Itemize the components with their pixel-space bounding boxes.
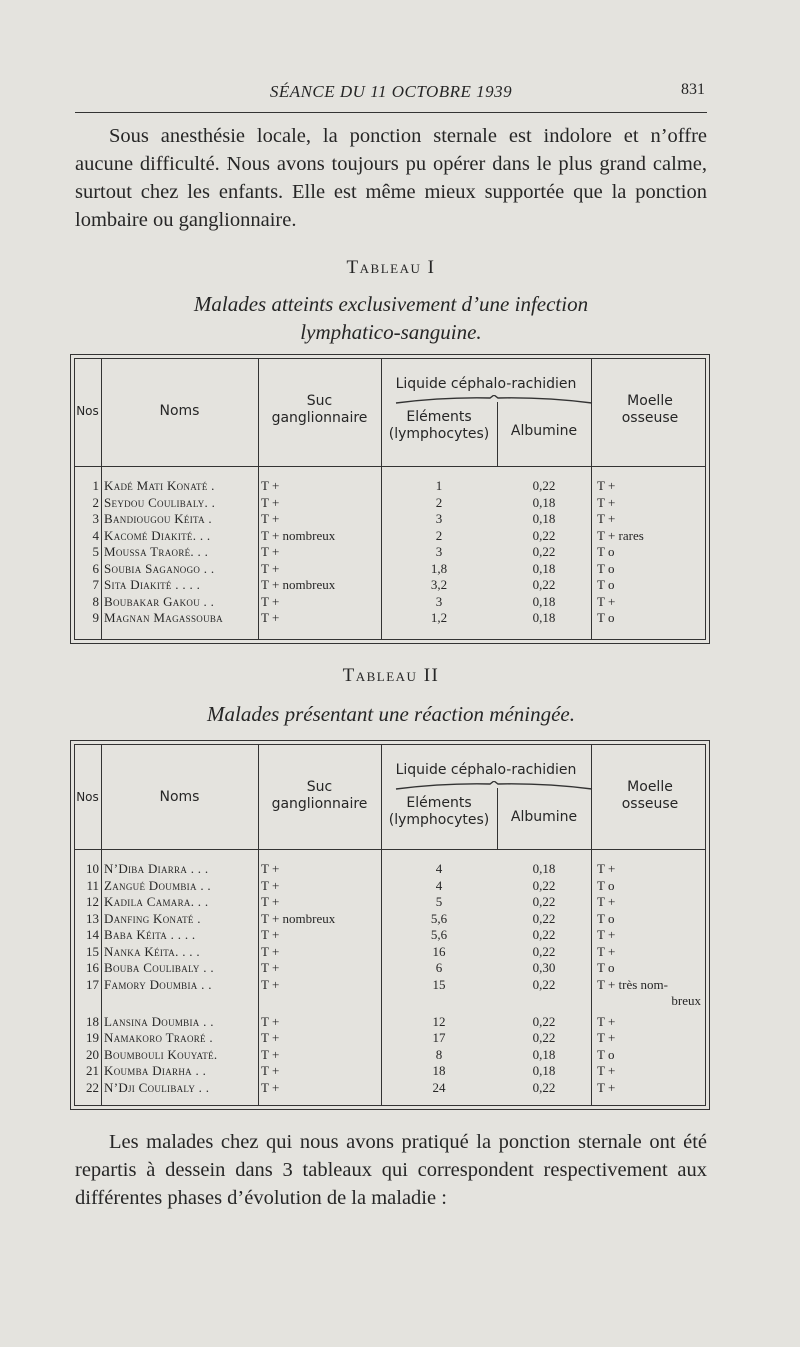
- row-elements: 24: [432, 1079, 446, 1095]
- row-name: Boumbouli Kouyaté.: [104, 1046, 218, 1062]
- row-moelle: T +: [597, 1079, 616, 1095]
- row-number: 16: [86, 960, 99, 975]
- row-elements: 5,6: [430, 910, 448, 926]
- row-albumine: 0,22: [532, 910, 556, 926]
- row-name: Soubia Saganogo . .: [104, 560, 215, 576]
- row-elements: 1,8: [430, 560, 448, 576]
- header-moelle-2: osseuse: [621, 410, 679, 426]
- row-albumine: 0,22: [532, 1079, 556, 1095]
- row-number: 21: [86, 1063, 99, 1078]
- row-number: 12: [86, 894, 99, 909]
- row-suc: T + nombreux: [261, 577, 336, 592]
- row-name: Baba Kéita . . . .: [104, 927, 196, 942]
- row-elements: 12: [432, 1013, 446, 1029]
- running-header: [75, 78, 707, 113]
- row-albumine: 0,30: [532, 960, 556, 975]
- row-elements: 3: [435, 511, 443, 526]
- row-elements: 15: [432, 976, 446, 992]
- header-liquide: Liquide céphalo-rachidien: [395, 762, 577, 778]
- table-header-rule: [74, 849, 706, 850]
- page-number: 831: [681, 81, 705, 98]
- row-suc: T +: [261, 877, 280, 893]
- row-name: N’Dji Coulibaly . .: [104, 1079, 210, 1095]
- header-elements-1: Eléments: [406, 795, 472, 811]
- row-suc: T +: [261, 610, 280, 625]
- row-suc: T +: [261, 1079, 280, 1095]
- table-header-rule: [74, 466, 706, 467]
- row-elements: 3: [435, 544, 443, 559]
- row-albumine: 0,22: [532, 1030, 556, 1045]
- table1-subtitle-line1: Malades atteints exclusivement d’une infection: [193, 292, 589, 316]
- row-moelle: T o: [597, 910, 615, 926]
- row-albumine: 0,18: [532, 494, 556, 510]
- header-elements-2: (lymphocytes): [388, 426, 490, 442]
- row-elements: 1: [435, 478, 443, 493]
- row-number: 3: [92, 511, 99, 526]
- row-moelle: T o: [597, 1046, 615, 1062]
- row-suc: T +: [261, 976, 280, 992]
- table1-title: Tableau I: [346, 257, 436, 278]
- row-albumine: 0,22: [532, 927, 556, 942]
- row-elements: 2: [435, 494, 443, 510]
- row-moelle: T o: [597, 577, 615, 592]
- row-suc: T +: [261, 1013, 280, 1029]
- row-number: 5: [92, 544, 99, 559]
- row-albumine: 0,22: [532, 1013, 556, 1029]
- row-moelle: T + très nom-: [597, 976, 668, 992]
- table2: [70, 740, 710, 1110]
- row-number: 20: [86, 1046, 99, 1062]
- row-suc: T +: [261, 861, 280, 876]
- row-suc: T +: [261, 960, 280, 975]
- row-suc: T + nombreux: [261, 910, 336, 926]
- row-albumine: 0,18: [532, 511, 556, 526]
- row-suc: T +: [261, 544, 280, 559]
- row-number: 15: [86, 943, 99, 959]
- row-moelle: T +: [597, 593, 616, 609]
- row-moelle: T +: [597, 1030, 616, 1045]
- row-albumine: 0,18: [532, 610, 556, 625]
- row-name: Moussa Traoré. . .: [104, 544, 209, 559]
- row-moelle-continued: breux: [671, 993, 701, 1008]
- row-suc: T +: [261, 478, 280, 493]
- row-albumine: 0,22: [532, 976, 556, 992]
- row-albumine: 0,22: [532, 877, 556, 893]
- row-albumine: 0,18: [532, 593, 556, 609]
- paragraph-conclusion: Les malades chez qui nous avons pratiqué la ponction sternale ont été repartis à dessein dans 3 tableaux qui correspondent respectivement aux différentes phases d’évolution de la maladie :: [75, 1131, 707, 1209]
- row-number: 9: [92, 610, 99, 625]
- paragraph-intro: Sous anesthésie locale, la ponction sternale est indolore et n’offre aucune difficulté. Nous avons toujours pu opérer dans le plus grand calme, surtout chez les enfants. Elle est même mieux supportée que la ponction lombaire ou ganglionnaire.: [75, 125, 707, 231]
- header-elements-1: Eléments: [406, 409, 472, 425]
- row-moelle: T +: [597, 894, 616, 909]
- header-liquide: Liquide céphalo-rachidien: [395, 376, 577, 392]
- row-moelle: T +: [597, 478, 616, 493]
- header-albumine: Albumine: [510, 809, 578, 825]
- row-name: Danfing Konaté .: [104, 910, 201, 926]
- row-elements: 18: [432, 1063, 446, 1078]
- row-suc: T +: [261, 560, 280, 576]
- row-albumine: 0,22: [532, 894, 556, 909]
- row-moelle: T o: [597, 960, 615, 975]
- row-albumine: 0,22: [532, 577, 556, 592]
- row-name: Magnan Magassouba: [104, 610, 223, 625]
- row-name: Kacomé Diakité. . .: [104, 527, 211, 543]
- row-elements: 8: [435, 1046, 443, 1062]
- table1-subtitle-line2: lymphatico-sanguine.: [300, 320, 482, 344]
- row-name: Bandiougou Kéita .: [104, 511, 212, 526]
- row-elements: 5,6: [430, 927, 448, 942]
- row-number: 22: [86, 1079, 99, 1095]
- row-albumine: 0,22: [532, 478, 556, 493]
- row-suc: T +: [261, 511, 280, 526]
- table2-title: Tableau II: [342, 665, 440, 686]
- row-suc: T +: [261, 593, 280, 609]
- row-moelle: T +: [597, 494, 616, 510]
- row-name: Sita Diakité . . . .: [104, 577, 201, 592]
- row-name: Seydou Coulibaly. .: [104, 494, 216, 510]
- row-number: 19: [86, 1030, 99, 1045]
- brace-decoration: [394, 781, 594, 791]
- row-number: 7: [92, 577, 99, 592]
- header-moelle-1: Moelle: [627, 779, 673, 795]
- row-number: 1: [92, 478, 99, 493]
- header-suc-1: Suc: [306, 779, 333, 795]
- row-albumine: 0,18: [532, 861, 556, 876]
- row-moelle: T o: [597, 610, 615, 625]
- row-number: 4: [92, 527, 99, 543]
- row-number: 14: [86, 927, 99, 942]
- header-moelle-1: Moelle: [627, 393, 673, 409]
- row-albumine: 0,22: [532, 943, 556, 959]
- header-nos: Nos: [76, 790, 99, 804]
- row-moelle: T +: [597, 511, 616, 526]
- row-elements: 4: [435, 861, 443, 876]
- row-suc: T +: [261, 1063, 280, 1078]
- row-suc: T +: [261, 1030, 280, 1045]
- row-name: Kadé Mati Konaté .: [104, 478, 215, 493]
- row-elements: 5: [435, 894, 443, 909]
- header-suc-2: ganglionnaire: [271, 410, 368, 426]
- table2-subtitle: Malades présentant une réaction méningée.: [207, 702, 575, 726]
- header-moelle-2: osseuse: [621, 796, 679, 812]
- row-number: 8: [92, 593, 99, 609]
- row-suc: T +: [261, 494, 280, 510]
- row-moelle: T +: [597, 1013, 616, 1029]
- header-suc-1: Suc: [306, 393, 333, 409]
- row-albumine: 0,18: [532, 1046, 556, 1062]
- row-moelle: T + rares: [597, 527, 644, 543]
- row-elements: 1,2: [430, 610, 448, 625]
- row-albumine: 0,22: [532, 527, 556, 543]
- row-albumine: 0,18: [532, 1063, 556, 1078]
- row-number: 10: [86, 861, 99, 876]
- row-name: Lansina Doumbia . .: [104, 1013, 214, 1029]
- row-moelle: T +: [597, 927, 616, 942]
- brace-decoration: [394, 395, 594, 405]
- row-suc: T + nombreux: [261, 527, 336, 543]
- row-moelle: T o: [597, 544, 615, 559]
- row-number: 13: [86, 910, 99, 926]
- row-number: 6: [92, 560, 99, 576]
- row-name: Namakoro Traoré .: [104, 1030, 213, 1045]
- row-suc: T +: [261, 894, 280, 909]
- row-suc: T +: [261, 943, 280, 959]
- row-moelle: T +: [597, 943, 616, 959]
- row-name: N’Diba Diarra . . .: [104, 861, 209, 876]
- row-number: 11: [86, 877, 99, 893]
- row-name: Koumba Diarha . .: [104, 1063, 207, 1078]
- row-name: Kadila Camara. . .: [104, 894, 209, 909]
- row-moelle: T o: [597, 560, 615, 576]
- row-elements: 3,2: [430, 577, 448, 592]
- row-suc: T +: [261, 1046, 280, 1062]
- row-elements: 2: [435, 527, 443, 543]
- row-elements: 3: [435, 593, 443, 609]
- header-noms: Noms: [159, 403, 200, 419]
- row-elements: 4: [435, 877, 443, 893]
- row-name: Bouba Coulibaly . .: [104, 960, 214, 975]
- header-nos: Nos: [76, 404, 99, 418]
- header-elements-2: (lymphocytes): [388, 812, 490, 828]
- row-number: 17: [86, 976, 99, 992]
- row-albumine: 0,22: [532, 544, 556, 559]
- row-elements: 16: [432, 943, 446, 959]
- running-title: SÉANCE DU 11 OCTOBRE 1939: [269, 82, 513, 101]
- row-name: Boubakar Gakou . .: [104, 593, 215, 609]
- row-name: Nanka Kéita. . . .: [104, 943, 200, 959]
- table-column-rule: [101, 358, 102, 640]
- header-noms: Noms: [159, 789, 200, 805]
- row-elements: 6: [435, 960, 443, 975]
- row-suc: T +: [261, 927, 280, 942]
- header-suc-2: ganglionnaire: [271, 796, 368, 812]
- row-moelle: T o: [597, 877, 615, 893]
- row-moelle: T +: [597, 1063, 616, 1078]
- row-albumine: 0,18: [532, 560, 556, 576]
- row-number: 18: [86, 1013, 99, 1029]
- row-elements: 17: [432, 1030, 446, 1045]
- row-name: Zangué Doumbia . .: [104, 877, 211, 893]
- row-number: 2: [92, 494, 99, 510]
- table1: [70, 354, 710, 644]
- header-albumine: Albumine: [510, 423, 578, 439]
- row-moelle: T +: [597, 861, 616, 876]
- row-name: Famory Doumbia . .: [104, 976, 212, 992]
